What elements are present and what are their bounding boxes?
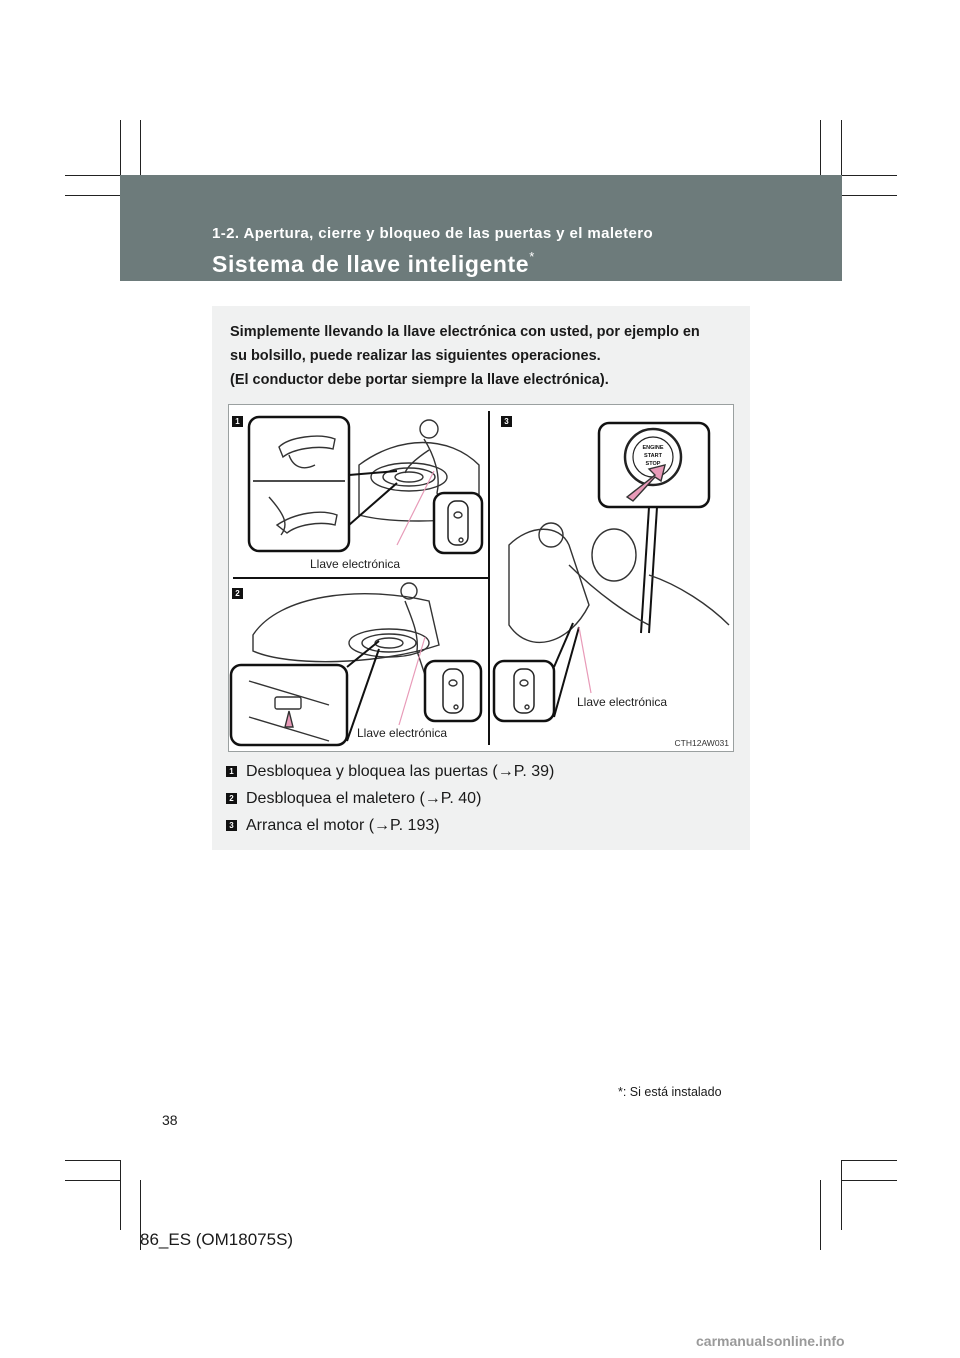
content-box — [212, 306, 750, 850]
item-number: 1 — [226, 766, 237, 777]
figure-code: CTH12AW031 — [674, 738, 729, 748]
engine-button-text-1: ENGINE — [642, 445, 664, 451]
panel-number-3: 3 — [501, 416, 512, 427]
title-footnote-mark: * — [529, 249, 535, 264]
footnote: *: Si está instalado — [618, 1085, 722, 1099]
panel-number-1: 1 — [232, 416, 243, 427]
key-label-3: Llave electrónica — [577, 695, 668, 709]
key-label-2: Llave electrónica — [357, 726, 448, 740]
item-text: Desbloquea el maletero (→P. 40) — [246, 789, 482, 807]
document-code: 86_ES (OM18075S) — [140, 1230, 294, 1249]
key-fob-inset-3 — [494, 661, 554, 721]
key-fob-inset-1 — [434, 493, 482, 553]
page-title: Sistema de llave inteligente* — [212, 249, 535, 277]
operation-list — [226, 758, 554, 839]
item-text: Arranca el motor (→P. 193) — [246, 816, 440, 834]
list-item — [226, 785, 554, 812]
intro-text: Simplemente llevando la llave electrónica con usted, por ejemplo en su bolsillo, puede realizar las siguientes operaciones. (El conductor debe portar siempre la llave electrónica). — [230, 324, 700, 388]
engine-button-text-2: START — [644, 453, 662, 459]
illustration — [228, 404, 734, 752]
list-item — [226, 758, 554, 785]
trunk-switch-inset — [231, 665, 347, 745]
key-fob-inset-2 — [425, 661, 481, 721]
watermark: carmanualsonline.info — [696, 1333, 845, 1349]
item-number: 2 — [226, 793, 237, 804]
key-label-1: Llave electrónica — [310, 557, 401, 571]
item-text: Desbloquea y bloquea las puertas (→P. 39) — [246, 762, 555, 780]
item-number: 3 — [226, 820, 237, 831]
panel-number-2: 2 — [232, 588, 243, 599]
engine-button-text-3: STOP — [645, 461, 661, 467]
door-handle-inset — [249, 417, 349, 551]
page-number: 38 — [162, 1112, 178, 1128]
section-header — [120, 175, 842, 281]
section-title: 1-2. Apertura, cierre y bloqueo de las puertas y el maletero — [212, 225, 654, 242]
list-item — [226, 812, 554, 839]
